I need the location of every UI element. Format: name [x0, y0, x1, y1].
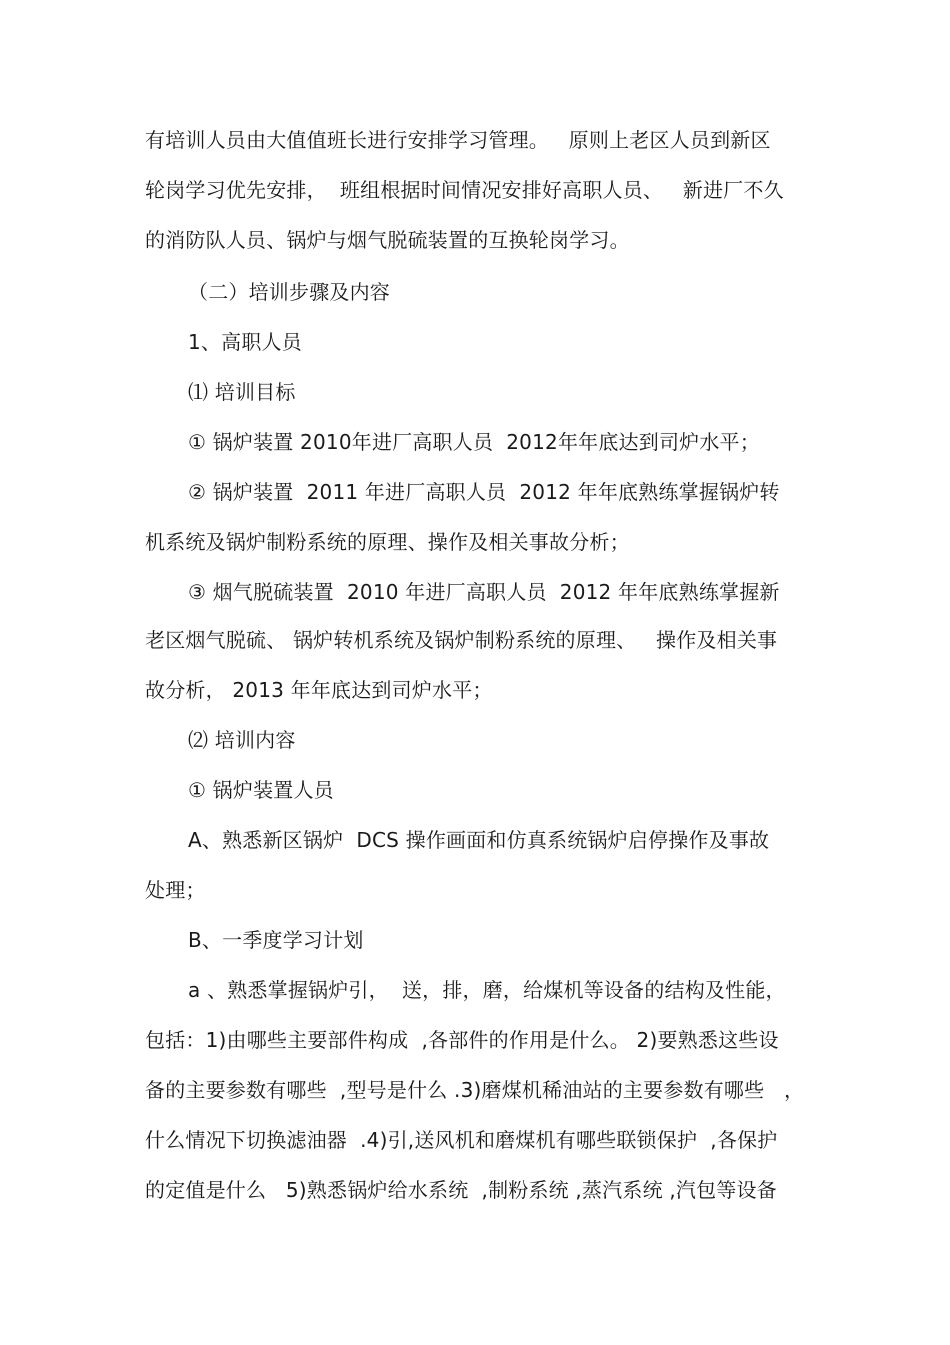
list-item: B、一季度学习计划	[188, 928, 364, 952]
subsection-heading: 1、高职人员	[188, 330, 302, 354]
text-line: 处理；	[145, 878, 206, 902]
list-item: ③ 烟气脱硫装置 2010 年进厂高职人员 2012 年年底熟练掌握新	[188, 580, 780, 604]
list-item: A、熟悉新区锅炉 DCS 操作画面和仿真系统锅炉启停操作及事故	[188, 828, 770, 852]
text-line: 包括：1)由哪些主要部件构成 ,各部件的作用是什么。 2)要熟悉这些设	[145, 1028, 779, 1052]
text-line: 的消防队人员、锅炉与烟气脱硫装置的互换轮岗学习。	[145, 228, 630, 252]
text-line: 备的主要参数有哪些 ,型号是什么 .3)磨煤机稀油站的主要参数有哪些 ，	[145, 1078, 805, 1102]
text-line: 有培训人员由大值值班长进行安排学习管理。 原则上老区人员到新区	[145, 128, 771, 152]
text-line: 轮岗学习优先安排， 班组根据时间情况安排好高职人员、 新进厂不久	[145, 178, 784, 202]
text-line: 什么情况下切换滤油器 .4)引,送风机和磨煤机有哪些联锁保护 ,各保护	[145, 1128, 778, 1152]
section-heading: （二）培训步骤及内容	[188, 280, 390, 304]
text-line: 老区烟气脱硫、 锅炉转机系统及锅炉制粉系统的原理、 操作及相关事	[145, 628, 778, 652]
text-line: 故分析， 2013 年年底达到司炉水平；	[145, 678, 493, 702]
text-line: 机系统及锅炉制粉系统的原理、操作及相关事故分析；	[145, 530, 630, 554]
item-heading: ⑴ 培训目标	[188, 380, 296, 404]
list-item: a 、熟悉掌握锅炉引， 送，排，磨，给煤机等设备的结构及性能，	[188, 978, 786, 1002]
text-line: 的定值是什么 5)熟悉锅炉给水系统 ,制粉系统 ,蒸汽系统 ,汽包等设备	[145, 1178, 777, 1202]
item-heading: ⑵ 培训内容	[188, 728, 296, 752]
list-item: ① 锅炉装置人员	[188, 778, 334, 802]
list-item: ② 锅炉装置 2011 年进厂高职人员 2012 年年底熟练掌握锅炉转	[188, 480, 780, 504]
list-item: ① 锅炉装置 2010年进厂高职人员 2012年年底达到司炉水平；	[188, 430, 760, 454]
